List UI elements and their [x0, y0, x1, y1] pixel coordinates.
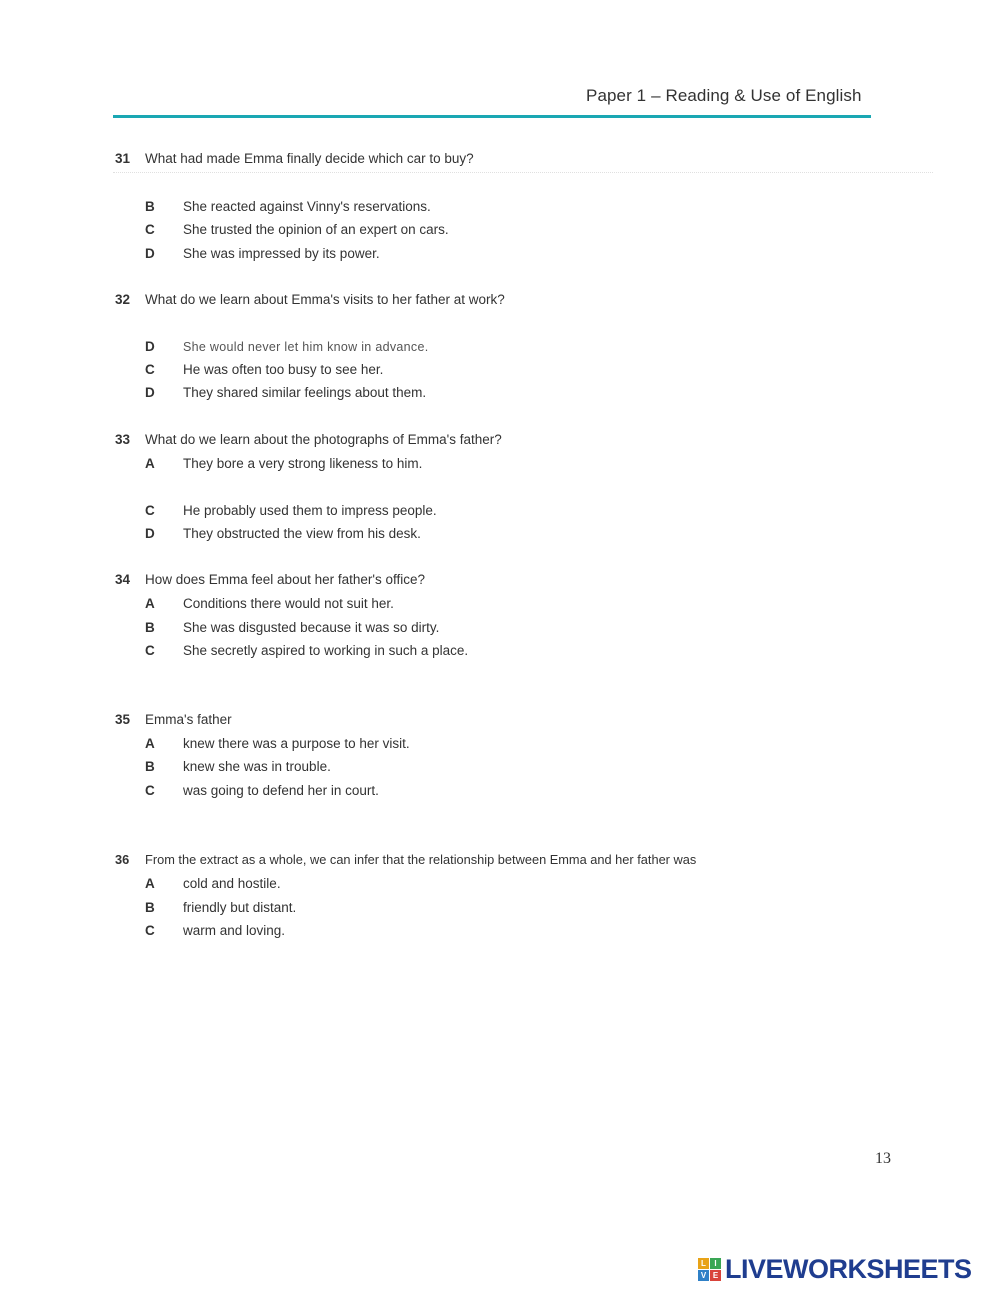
option-letter: B [145, 900, 155, 915]
option-letter: C [145, 362, 155, 377]
option-32-d-first[interactable] [145, 339, 428, 354]
option-text: was going to defend her in court. [183, 783, 379, 798]
question-text: What had made Emma finally decide which car to buy? [145, 151, 474, 166]
option-36-a[interactable] [145, 876, 281, 891]
logo-text: LIVEWORKSHEETS [725, 1253, 972, 1284]
question-text: What do we learn about the photographs of Emma's father? [145, 432, 502, 447]
option-letter: C [145, 923, 155, 938]
option-text: warm and loving. [183, 923, 286, 938]
option-text: He was often too busy to see her. [183, 362, 384, 377]
option-text: They shared similar feelings about them. [183, 385, 427, 400]
option-letter: D [145, 526, 155, 541]
option-text: She would never let him know in advance. [183, 340, 429, 354]
option-35-c[interactable] [145, 783, 379, 798]
option-31-b[interactable] [145, 199, 431, 214]
faint-divider [113, 172, 933, 174]
option-letter: B [145, 199, 155, 214]
question-text: How does Emma feel about her father's office? [145, 572, 425, 587]
option-text: She reacted against Vinny's reservations. [183, 199, 431, 214]
question-number: 31 [115, 151, 131, 166]
option-34-b[interactable] [145, 620, 439, 635]
question-number: 36 [115, 852, 130, 867]
option-text: She was impressed by its power. [183, 246, 380, 261]
option-letter: C [145, 783, 155, 798]
logo-mark-icon: L I V E [698, 1258, 721, 1281]
option-34-a[interactable] [145, 596, 394, 611]
option-letter: D [145, 339, 155, 354]
question-36 [115, 852, 696, 867]
option-32-d[interactable] [145, 385, 426, 400]
option-text: knew there was a purpose to her visit. [183, 736, 410, 751]
option-letter: C [145, 503, 155, 518]
option-letter: A [145, 876, 155, 891]
option-text: cold and hostile. [183, 876, 281, 891]
option-31-c[interactable] [145, 222, 449, 237]
option-text: They obstructed the view from his desk. [183, 526, 421, 541]
question-33 [115, 432, 502, 447]
option-35-a[interactable] [145, 736, 410, 751]
option-letter: B [145, 620, 155, 635]
option-text: friendly but distant. [183, 900, 297, 915]
question-text: What do we learn about Emma's visits to her father at work? [145, 292, 505, 307]
question-34 [115, 572, 425, 587]
header-rule [113, 115, 871, 118]
question-number: 32 [115, 292, 131, 307]
option-letter: D [145, 385, 155, 400]
question-number: 33 [115, 432, 131, 447]
option-letter: A [145, 456, 155, 471]
option-text: She secretly aspired to working in such a place. [183, 643, 469, 658]
option-31-d[interactable] [145, 246, 380, 261]
option-text: knew she was in trouble. [183, 759, 331, 774]
option-letter: A [145, 736, 155, 751]
option-text: She trusted the opinion of an expert on cars. [183, 222, 449, 237]
option-33-d[interactable] [145, 526, 421, 541]
page-number: 13 [875, 1150, 891, 1167]
option-35-b[interactable] [145, 759, 331, 774]
option-36-c[interactable] [145, 923, 285, 938]
question-text: Emma's father [145, 712, 232, 727]
option-letter: C [145, 643, 155, 658]
page-header-title: Paper 1 – Reading & Use of English [586, 86, 862, 105]
question-31 [115, 151, 474, 166]
question-text: From the extract as a whole, we can infer that the relationship between Emma and her father was [145, 852, 697, 867]
option-34-c[interactable] [145, 643, 468, 658]
question-number: 34 [115, 572, 131, 587]
option-33-a[interactable] [145, 456, 422, 471]
question-32 [115, 292, 505, 307]
question-35 [115, 712, 232, 727]
option-text: She was disgusted because it was so dirty. [183, 620, 440, 635]
option-text: They bore a very strong likeness to him. [183, 456, 423, 471]
option-letter: A [145, 596, 155, 611]
option-text: Conditions there would not suit her. [183, 596, 394, 611]
option-letter: B [145, 759, 155, 774]
option-letter: D [145, 246, 155, 261]
liveworksheets-logo[interactable] [698, 1254, 972, 1284]
option-36-b[interactable] [145, 900, 296, 915]
option-33-c[interactable] [145, 503, 437, 518]
option-text: He probably used them to impress people. [183, 503, 437, 518]
question-number: 35 [115, 712, 131, 727]
option-letter: C [145, 222, 155, 237]
option-32-c[interactable] [145, 362, 383, 377]
